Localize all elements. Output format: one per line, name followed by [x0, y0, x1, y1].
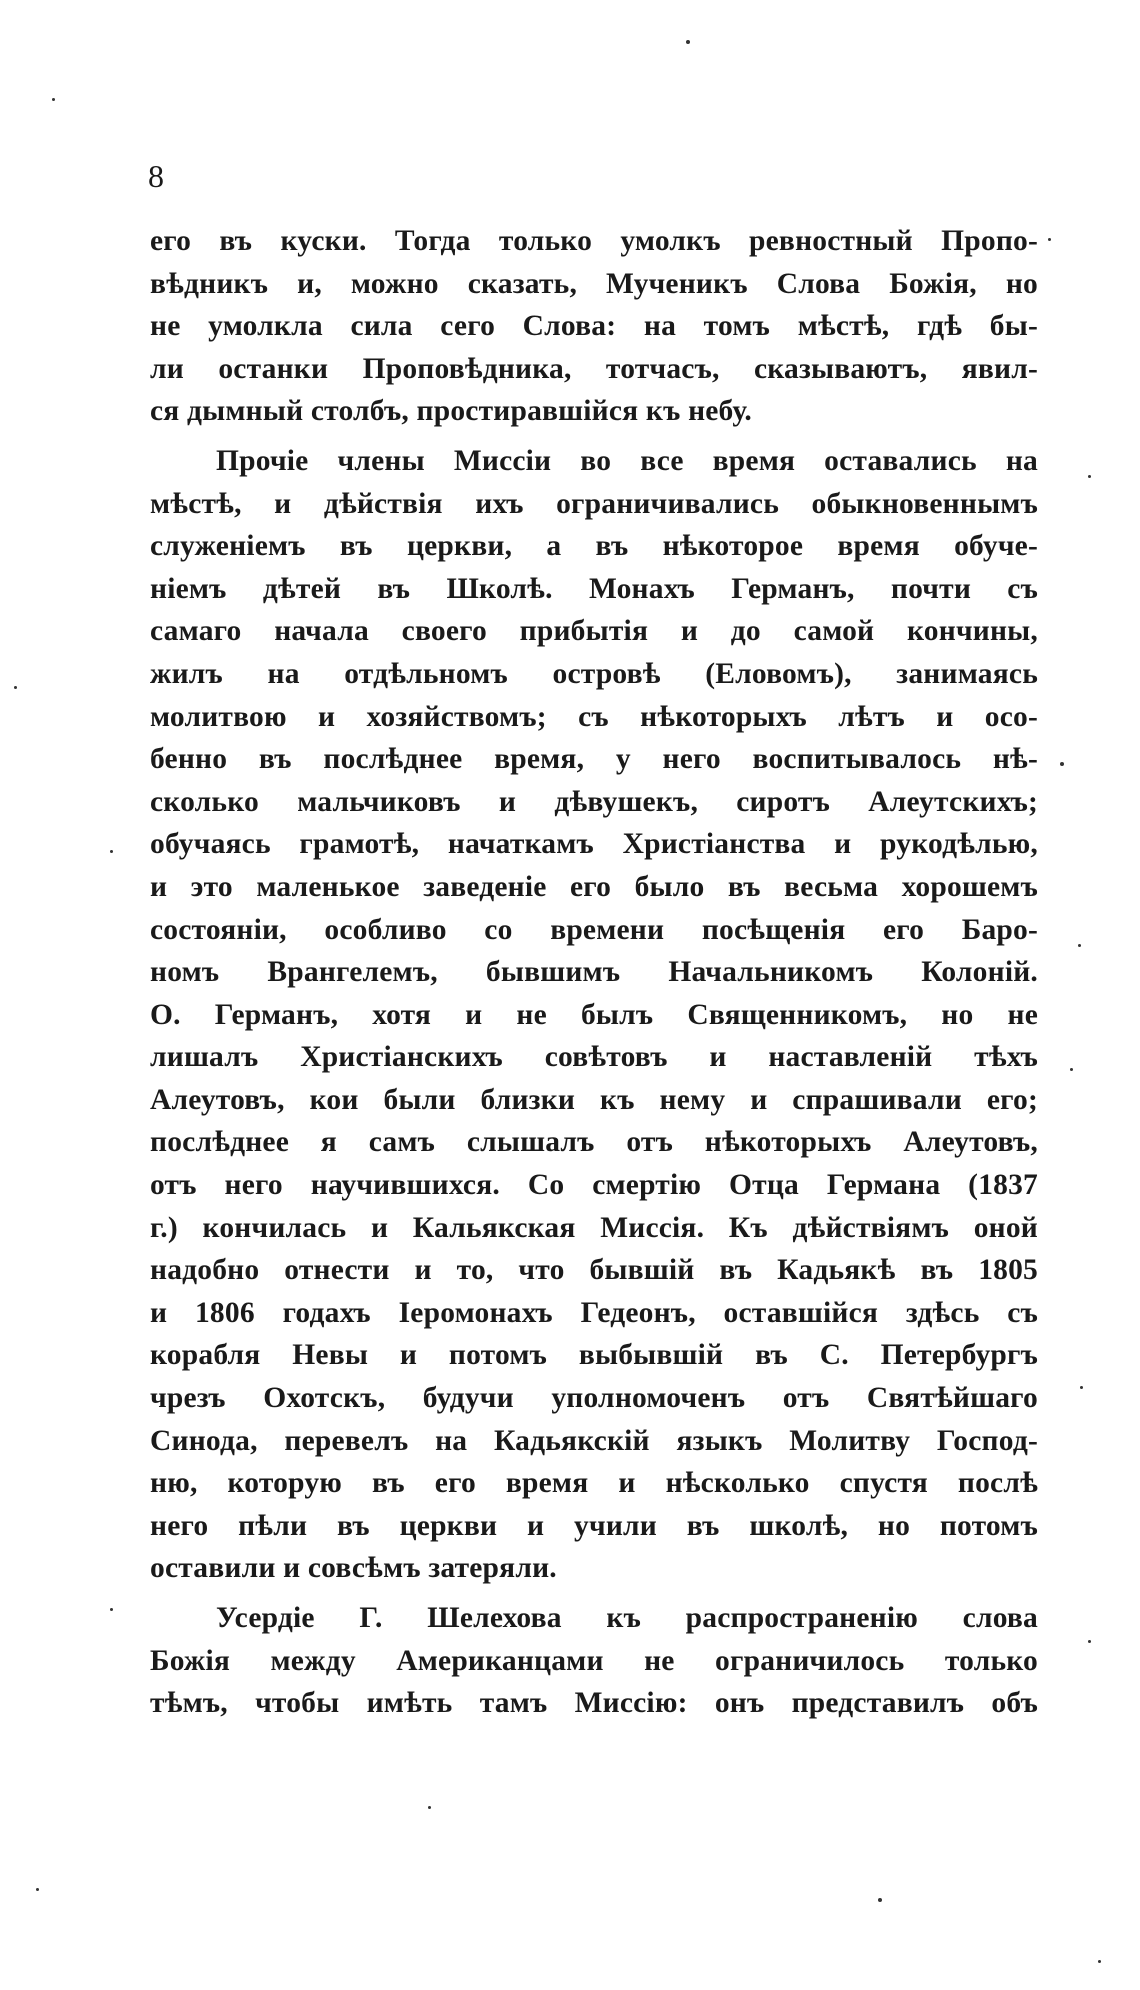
scan-speck [1070, 1068, 1073, 1071]
paragraph [150, 220, 1038, 433]
page-number: 8 [148, 158, 164, 194]
body-text [150, 220, 1038, 1725]
text-line: ли останки Проповѣдника, тотчасъ, сказываютъ, явил- [150, 352, 1038, 385]
text-line: не умолкла сила сего Слова: на томъ мѣстѣ, гдѣ бы- [150, 310, 1038, 343]
text-line: Прочіе члены Миссіи во все время оставались на [216, 444, 1038, 477]
text-line: отъ него научившихся. Со смертію Отца Германа (1837 [150, 1169, 1038, 1202]
scan-speck [1080, 1386, 1083, 1389]
scan-speck [1060, 762, 1064, 766]
text-line: Алеутовъ, кои были близки къ нему и спрашивали его; [150, 1083, 1038, 1116]
paragraph [150, 440, 1038, 1590]
text-line: тѣмъ, чтобы имѣть тамъ Миссію: онъ представилъ объ [150, 1687, 1038, 1720]
paragraph-gap [150, 1590, 1038, 1597]
text-line: вѣдникъ и, можно сказать, Мученикъ Слова Божія, но [150, 267, 1038, 300]
scan-speck [52, 98, 55, 101]
text-line: ню, которую въ его время и нѣсколько спустя послѣ [150, 1467, 1038, 1500]
text-line: ся дымный столбъ, простиравшійся къ небу. [150, 395, 752, 428]
text-line: надобно отнести и то, что бывшій въ Кадьякѣ въ 1805 [150, 1254, 1038, 1287]
text-line: обучаясь грамотѣ, начаткамъ Христіанства и рукодѣлью, [150, 828, 1038, 861]
text-line: молитвою и хозяйствомъ; съ нѣкоторыхъ лѣтъ и осо- [150, 700, 1038, 733]
text-line: жилъ на отдѣльномъ островѣ (Еловомъ), занимаясь [150, 657, 1038, 690]
scan-speck [110, 1608, 113, 1611]
text-line: состояніи, особливо со времени посѣщенія его Баро- [150, 913, 1038, 946]
scan-speck [878, 1898, 882, 1902]
text-line: оставили и совсѣмъ затеряли. [150, 1552, 557, 1585]
scan-speck [1088, 1640, 1091, 1643]
text-line: его въ куски. Тогда только умолкъ ревностный Пропо- [150, 225, 1038, 257]
scan-speck [14, 686, 17, 689]
text-line: сколько мальчиковъ и дѣвушекъ, сиротъ Алеутскихъ; [150, 785, 1038, 818]
text-line: и это маленькое заведеніе его было въ весьма хорошемъ [150, 870, 1038, 903]
scan-speck [686, 40, 690, 44]
paragraph-gap [150, 433, 1038, 440]
scan-speck [428, 1806, 431, 1809]
scan-speck [1088, 475, 1091, 478]
text-line: лишалъ Христіанскихъ совѣтовъ и наставленій тѣхъ [150, 1041, 1038, 1074]
text-line: мѣстѣ, и дѣйствія ихъ ограничивались обыкновеннымъ [150, 487, 1038, 520]
text-line: чрезъ Охотскъ, будучи уполномоченъ отъ Святѣйшаго [150, 1382, 1038, 1415]
text-line: самаго начала своего прибытія и до самой кончины, [150, 615, 1038, 648]
text-line: послѣднее я самъ слышалъ отъ нѣкоторыхъ Алеутовъ, [150, 1126, 1038, 1159]
text-line: г.) кончилась и Кальякская Миссія. Къ дѣйствіямъ оной [150, 1211, 1038, 1244]
text-line: ніемъ дѣтей въ Школѣ. Монахъ Германъ, почти съ [150, 572, 1038, 605]
scan-speck [1078, 944, 1081, 947]
text-line: Синода, перевелъ на Кадьякскій языкъ Молитву Господ- [150, 1424, 1038, 1457]
text-line: Божія между Американцами не ограничилось только [150, 1644, 1038, 1677]
text-line: бенно въ послѣднее время, у него воспитывалось нѣ- [150, 743, 1038, 776]
scan-speck [36, 1888, 39, 1891]
text-line: него пѣли въ церкви и учили въ школѣ, но потомъ [150, 1509, 1038, 1542]
text-line: О. Германъ, хотя и не былъ Священникомъ, но не [150, 998, 1038, 1031]
text-line: и 1806 годахъ Іеромонахъ Гедеонъ, оставшійся здѣсь съ [150, 1296, 1038, 1329]
paragraph [150, 1597, 1038, 1725]
scan-speck [110, 850, 113, 853]
scan-speck [1048, 238, 1051, 241]
text-line: Усердіе Г. Шелехова къ распространенію слова [216, 1602, 1038, 1634]
text-line: служеніемъ въ церкви, а въ нѣкоторое время обуче- [150, 530, 1038, 563]
text-line: номъ Врангелемъ, бывшимъ Начальникомъ Колоній. [150, 956, 1038, 989]
text-line: корабля Невы и потомъ выбывшій въ С. Петербургъ [150, 1339, 1038, 1372]
scan-speck [1098, 1960, 1101, 1963]
